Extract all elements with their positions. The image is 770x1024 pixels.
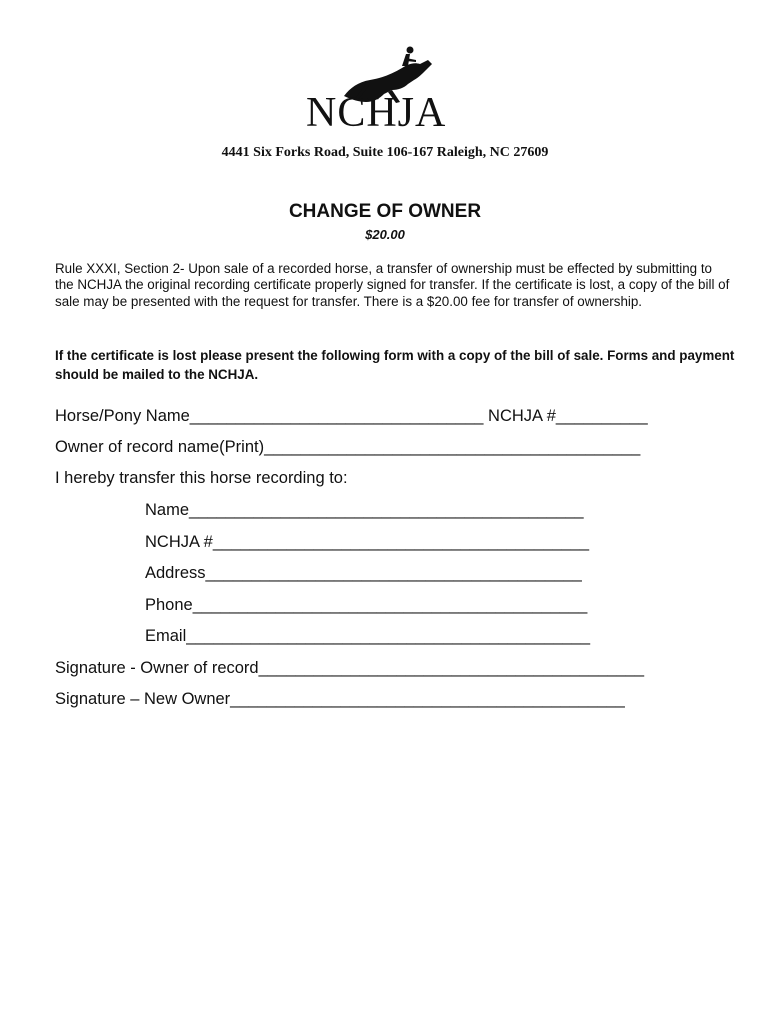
nchja-logo [296,44,496,140]
new-owner-email-field[interactable]: Email____________________________________________ [145,627,591,645]
rule-paragraph: Rule XXXI, Section 2- Upon sale of a recorded horse, a transfer of ownership must be effected by submitting to the NCHJA the original recording certificate properly signed for transfer. If the certificate is lost, a copy of the bill of sale may be presented with the request for transfer. There is a $20.00 fee for transfer of ownership. [55,261,730,309]
new-owner-signature-field[interactable]: Signature – New Owner___________________________________________ [55,690,625,708]
new-owner-phone-field[interactable]: Phone___________________________________________ [145,596,588,614]
owner-signature-field[interactable]: Signature - Owner of record__________________________________________ [55,659,645,677]
new-owner-address-field[interactable]: Address_________________________________________ [145,564,582,582]
organization-address: 4441 Six Forks Road, Suite 106-167 Raleigh, NC 27609 [221,145,549,160]
horse-name-field[interactable]: Horse/Pony Name________________________________ NCHJA #__________ [55,407,648,425]
new-owner-name-field[interactable]: Name___________________________________________ [145,501,584,519]
new-owner-nchja-field[interactable]: NCHJA #_________________________________________ [145,533,590,551]
logo-wordmark: NCHJA [306,90,447,136]
transfer-intro-label: I hereby transfer this horse recording to: [55,469,348,487]
form-title: CHANGE OF OWNER [288,201,482,222]
owner-name-field[interactable]: Owner of record name(Print)_________________________________________ [55,438,641,456]
form-fee: $20.00 [365,227,405,242]
lost-certificate-note: If the certificate is lost please present the following form with a copy of the bill of sale. Forms and payment should be mailed to the NCHJA. [55,348,735,382]
